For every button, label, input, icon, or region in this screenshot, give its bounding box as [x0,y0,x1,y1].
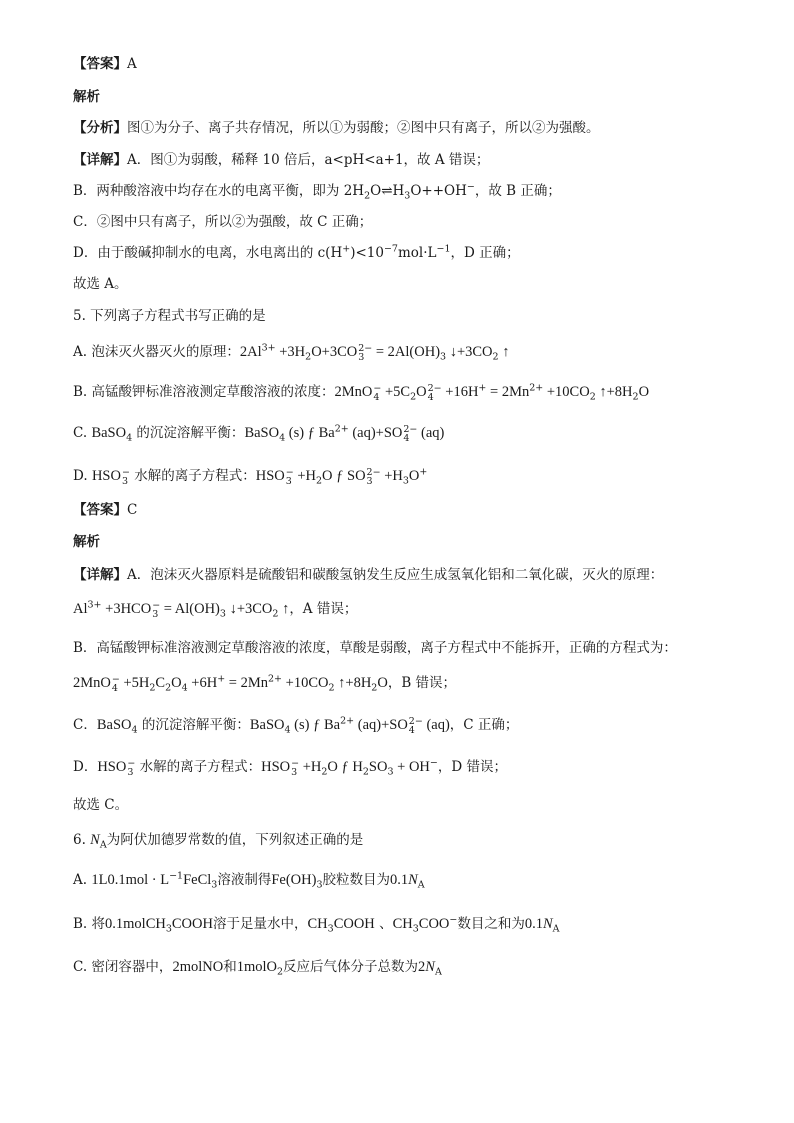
text-line [73,273,128,295]
text-segment: O [171,675,182,691]
text-segment: BaSO [244,425,280,441]
text-segment: O ƒ H [327,759,363,775]
text-segment: +H [299,759,322,775]
subscript: 4 [427,391,434,403]
text-segment: CH [307,916,328,932]
text-line [73,756,507,778]
superscript: − [111,673,120,685]
text-segment: +10CO [543,384,590,400]
section-tag: 【详解】 [73,567,127,583]
subscript: 4 [408,724,415,736]
text-segment: 水解的离子方程式： [135,759,262,775]
subscript: 3 [387,766,394,778]
text-segment: B. 高锰酸钾标准溶液测定草酸溶液的浓度： [73,384,335,400]
text-segment: BaSO [96,717,132,733]
superscript: − [127,757,136,769]
text-line [73,117,600,139]
subscript: 2 [321,766,328,778]
text-segment [152,601,160,619]
text-segment: ↓+3CO [446,344,493,360]
superscript: 3+ [261,342,276,354]
subscript: 2 [305,351,312,363]
text-segment: A．泡沫灭火器原料是硫酸铝和碳酸氢钠发生反应生成氢氧化铝和二氧化碳，灭火的原理： [127,567,664,583]
subscript: 2 [371,682,378,694]
text-segment: (aq)+SO [348,425,403,441]
text-segment: 的沉淀溶解平衡： [137,717,250,733]
superscript: + [342,243,351,255]
text-segment: )<10 [350,245,384,261]
text-segment: C [127,502,138,518]
subscript: 2 [589,391,596,403]
subscript: A [552,923,560,935]
text-segment: 故选 A。 [73,276,128,292]
text-segment: BaSO [91,425,127,441]
text-line [73,531,100,553]
text-segment: (s) ƒ Ba [290,717,341,733]
text-segment: +5C [381,384,411,400]
text-segment: 水解的离子方程式： [129,468,256,484]
text-segment: COO [418,916,450,932]
text-segment: 1L0.1mol · L [91,872,170,888]
text-segment: (aq) [422,717,450,733]
text-segment: O+3CO [311,344,358,360]
subscript: 3 [327,923,334,935]
superscript: − [466,181,475,193]
text-line [73,53,137,75]
text-segment: D. [73,468,92,484]
subscript: 2 [328,682,335,694]
text-segment: (s) ƒ Ba [285,425,335,441]
subscript: 3 [412,923,419,935]
text-line [73,180,561,202]
text-segment: CH [392,916,413,932]
text-segment: C．②图中只有离子，所以②为强酸，故 C 正确； [73,214,373,230]
text-segment: 1molO [236,959,277,975]
superscript: 2+ [340,715,355,727]
text-line [73,913,560,935]
subscript: 4 [284,724,291,736]
text-segment: ，C 正确； [449,717,519,733]
subscript: A [434,966,442,978]
text-segment: 0.1molCH [105,916,166,932]
subscript: 4 [181,682,188,694]
subscript: 2 [272,608,279,620]
text-segment: HSO [261,759,291,775]
text-segment: N [90,832,100,848]
text-line [73,86,100,108]
text-line [73,381,649,403]
text-segment: C． [73,717,97,733]
text-segment: 6. [73,832,91,848]
subscript: 3 [285,475,292,487]
text-segment: 和 [223,959,237,975]
text-segment: HSO [97,759,127,775]
superscript: + [217,673,226,685]
subscript: 3 [121,475,128,487]
superscript: 2− [366,466,381,478]
superscript: 3+ [87,599,102,611]
text-segment: B．高锰酸钾标准溶液测定草酸溶液的浓度，草酸是弱酸，离子方程式中不能拆开，正确的方程式为： [73,640,677,656]
section-tag: 【答案】 [73,502,127,518]
text-segment: +3HCO [101,601,152,617]
subscript: 2 [492,351,499,363]
subscript: 4 [403,432,410,444]
text-segment: O [638,384,650,400]
text-segment: 反应后气体分子总数为 [283,959,419,975]
text-segment: mol·L [397,245,437,261]
text-segment: FeCl [183,872,212,888]
text-segment: Al [73,601,88,617]
subscript: 3 [165,923,172,935]
text-segment: ，B 错误； [387,675,457,691]
text-segment: +5H [119,675,150,691]
superscript: 2− [403,423,418,435]
text-line [73,714,518,736]
text-segment: ，故 B 正确； [474,183,561,199]
text-segment [367,468,381,486]
text-segment: 数目之和为 [457,916,525,932]
superscript: − [121,466,130,478]
text-segment: HSO [91,468,121,484]
text-line [73,794,128,816]
superscript: 2+ [268,673,283,685]
subscript: 3 [152,608,159,620]
superscript: 2− [427,382,442,394]
superscript: 2− [408,715,423,727]
text-segment: 2Al [239,344,262,360]
superscript: 2− [358,342,373,354]
subscript: 4 [111,682,118,694]
subscript: A [99,839,107,851]
text-segment [286,468,294,486]
text-line [73,341,509,363]
text-segment: (aq) [417,425,445,441]
text-segment [403,425,417,443]
text-segment: +6H [187,675,218,691]
superscript: + [478,382,487,394]
text-segment: A. [73,872,92,888]
superscript: + [419,466,428,478]
text-segment: = 2Mn [225,675,268,691]
text-segment [409,717,423,735]
text-line [73,499,137,521]
text-segment [122,468,130,486]
superscript: − [291,757,300,769]
text-segment: = Al(OH) [160,601,220,617]
text-segment: 为阿伏加德罗常数的值，下列叙述正确的是 [106,832,364,848]
text-segment: B. 将 [73,916,106,932]
section-tag: 解析 [73,89,100,105]
superscript: 2+ [334,423,349,435]
superscript: − [152,599,161,611]
text-segment: ，D 错误； [437,759,507,775]
text-segment: 、 [374,916,393,932]
subscript: 4 [131,724,138,736]
text-segment: COOH [333,916,375,932]
text-segment: O [416,384,427,400]
text-segment: +10CO [282,675,329,691]
text-segment: N [408,872,418,888]
text-segment: O⇌H [370,183,405,199]
text-segment [358,344,372,362]
superscript: − [373,382,382,394]
text-segment: O [377,675,388,691]
text-segment: = 2Mn [486,384,530,400]
section-tag: 解析 [73,534,100,550]
text-line [73,956,442,978]
text-segment: SO [368,759,388,775]
text-segment: ↑+8H [334,675,372,691]
text-segment: D． [73,759,98,775]
text-segment: 2MnO [73,675,111,691]
text-segment: ，D 正确； [450,245,520,261]
subscript: 2 [149,682,156,694]
subscript: 4 [373,391,380,403]
text-segment: HSO [255,468,285,484]
text-segment: 0.1 [390,872,409,888]
text-segment: +H [380,468,403,484]
subscript: 2 [632,391,639,403]
text-segment: C [155,675,166,691]
text-segment: (aq)+SO [354,717,408,733]
text-segment: 2molNO [172,959,224,975]
text-segment: ↑ [498,344,510,360]
text-segment: A．图①为弱酸，稀释 10 倍后，a<pH<a+1，故 A 错误； [127,152,490,168]
text-line [73,465,427,487]
superscript: − [429,757,438,769]
text-segment: +H [293,468,316,484]
text-segment: O [408,468,420,484]
text-segment: 2 [418,959,426,975]
text-segment: 故选 C。 [73,797,129,813]
subscript: 2 [364,190,371,202]
text-segment [112,675,120,693]
text-line [73,422,444,444]
subscript: 3 [358,351,365,363]
text-segment: C. [73,425,92,441]
text-segment: 溶液制得 [217,872,272,888]
subscript: 3 [404,190,411,202]
text-segment: 的沉淀溶解平衡： [132,425,245,441]
text-line [73,564,663,586]
subscript: 3 [402,475,409,487]
text-segment [291,759,299,777]
subscript: 2 [315,475,323,487]
subscript: 4 [126,432,133,444]
subscript: 2 [165,682,172,694]
text-line [73,211,372,233]
text-segment: N [543,916,553,932]
text-line [73,637,677,659]
text-segment: ↑+8H [595,384,633,400]
subscript: A [417,879,425,891]
text-segment: A [127,56,137,72]
subscript: 3 [211,879,218,891]
section-tag: 【详解】 [73,152,127,168]
text-segment: = 2Al(OH) [372,344,441,360]
superscript: − [449,914,458,926]
text-segment: ↓+3CO [225,601,273,617]
text-segment [428,384,442,402]
subscript: 3 [127,766,134,778]
text-line [73,149,489,171]
text-line [73,672,456,694]
text-line [73,305,266,327]
text-segment: 2MnO [334,384,373,400]
text-segment: +3H [275,344,306,360]
text-segment: BaSO [249,717,285,733]
subscript: 3 [219,608,226,620]
text-segment: ，A 错误； [289,601,358,617]
text-segment: 5. 下列离子方程式书写正确的是 [73,308,266,324]
subscript: 2 [276,966,284,978]
text-segment: Fe(OH) [271,872,317,888]
subscript: 4 [279,432,286,444]
text-segment: 图①为分子、离子共存情况，所以①为弱酸；②图中只有离子，所以②为强酸。 [127,120,600,136]
subscript: 2 [362,766,369,778]
superscript: 2+ [529,382,544,394]
text-segment: 溶于足量水中， [212,916,308,932]
text-segment: ↑ [278,601,290,617]
text-segment: O++OH [410,183,467,199]
text-segment: + OH [393,759,430,775]
superscript: − [285,466,294,478]
text-segment: O ƒ SO [322,468,366,484]
superscript: −1 [169,870,184,882]
subscript: 2 [410,391,417,403]
text-segment: A. 泡沫灭火器灭火的原理： [73,344,240,360]
text-line [73,242,520,264]
text-segment: N [425,959,435,975]
text-segment: +16H [441,384,479,400]
subscript: 3 [316,879,323,891]
superscript: −7 [383,243,398,255]
superscript: −1 [436,243,451,255]
text-segment: 0.1 [524,916,543,932]
text-segment: D．由于酸碱抑制水的电离，水电离出的 c(H [73,245,343,261]
section-tag: 【分析】 [73,120,127,136]
text-line [73,829,363,851]
subscript: 3 [291,766,298,778]
subscript: 3 [440,351,447,363]
section-tag: 【答案】 [73,56,127,72]
text-segment: B．两种酸溶液中均存在水的电离平衡，即为 2H [73,183,365,199]
subscript: 3 [366,475,373,487]
text-line [73,598,357,620]
text-segment: C. 密闭容器中， [73,959,173,975]
text-line [73,869,425,891]
text-segment: 胶粒数目为 [322,872,390,888]
text-segment: COOH [171,916,213,932]
